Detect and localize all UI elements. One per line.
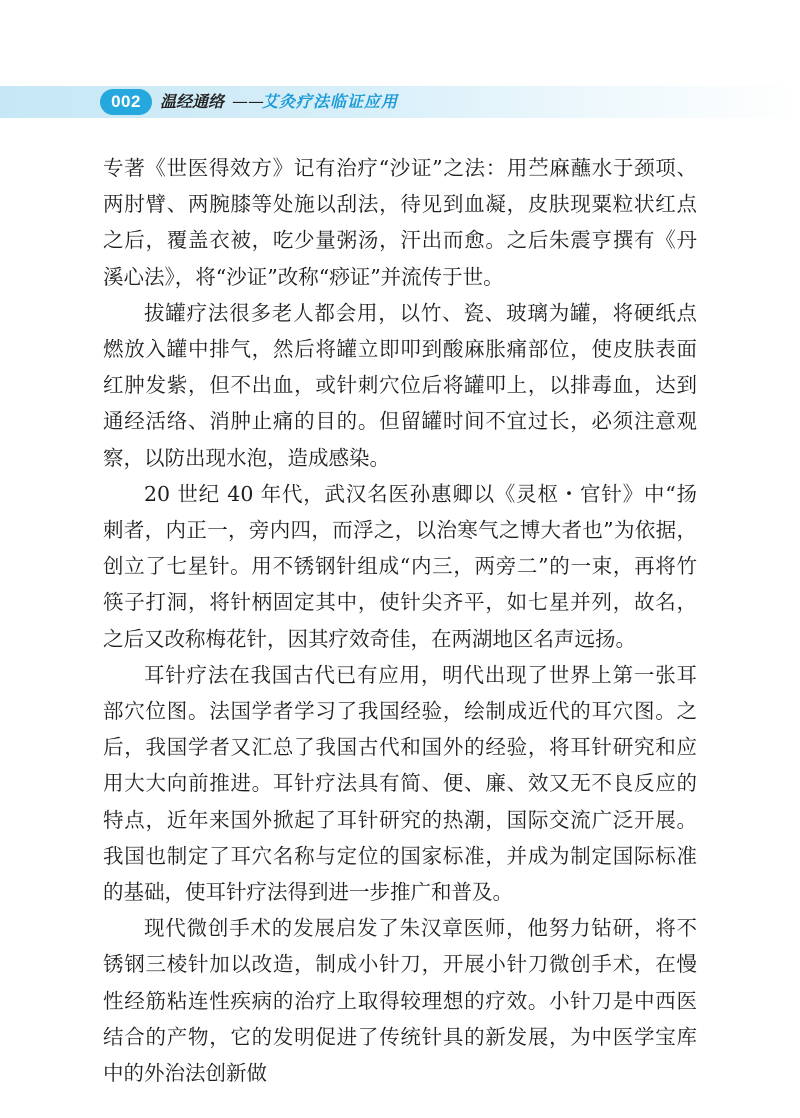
page-number-badge: 002 [100, 89, 152, 115]
paragraph: 耳针疗法在我国古代已有应用，明代出现了世界上第一张耳部穴位图。法国学者学习了我国经验，绘制成近代的耳穴图。之后，我国学者又汇总了我国古代和国外的经验，将耳针研究和应用大大向前推进。耳针疗法具有简、便、廉、效又无不良反应的特点，近年来国外掀起了耳针研究的热潮，国际交流广泛开展。我国也制定了耳穴名称与定位的国家标准，并成为制定国际标准的基础，使耳针疗法得到进一步推广和普及。 [103, 662, 697, 905]
paragraph: 专著《世医得效方》记有治疗“沙证”之法：用苎麻蘸水于颈项、两肘臂、两腕膝等处施以刮法，待见到血凝，皮肤现粟粒状红点之后，覆盖衣被，吃少量粥汤，汗出而愈。之后朱震亨撰有《丹溪心法》，将“沙证”改称“痧证”并流传于世。 [103, 156, 697, 289]
title-separator: —— [232, 92, 264, 111]
paragraph: 20 世纪 40 年代，武汉名医孙惠卿以《灵枢・官针》中“扬刺者，内正一，旁内四，而浮之，以治寒气之博大者也”为依据，创立了七星针。用不锈钢针组成“内三，两旁二”的一束，再将竹筷子打洞，将针柄固定其中，使针尖齐平，如七星并列，故名，之后又改称梅花针，因其疗效奇佳，在两湖地区名声远扬。 [103, 481, 697, 651]
body-text [103, 150, 697, 1091]
paragraph: 现代微创手术的发展启发了朱汉章医师，他努力钻研，将不锈钢三棱针加以改造，制成小针刀，开展小针刀微创手术，在慢性经筋粘连性疾病的治疗上取得较理想的疗效。小针刀是中西医结合的产物，它的发明促进了传统针具的新发展，为中医学宝库中的外治法创新做 [103, 916, 697, 1086]
series-title: 温经通络 [160, 92, 225, 111]
running-header [0, 86, 800, 118]
paragraph: 拔罐疗法很多老人都会用，以竹、瓷、玻璃为罐，将硬纸点燃放入罐中排气，然后将罐立即叩到酸麻胀痛部位，使皮肤表面红肿发紫，但不出血，或针刺穴位后将罐叩上，以排毒血，达到通经活络、消肿止痛的目的。但留罐时间不宜过长，必须注意观察，以防出现水泡，造成感染。 [103, 300, 697, 470]
book-title: 艾灸疗法临证应用 [262, 92, 399, 111]
